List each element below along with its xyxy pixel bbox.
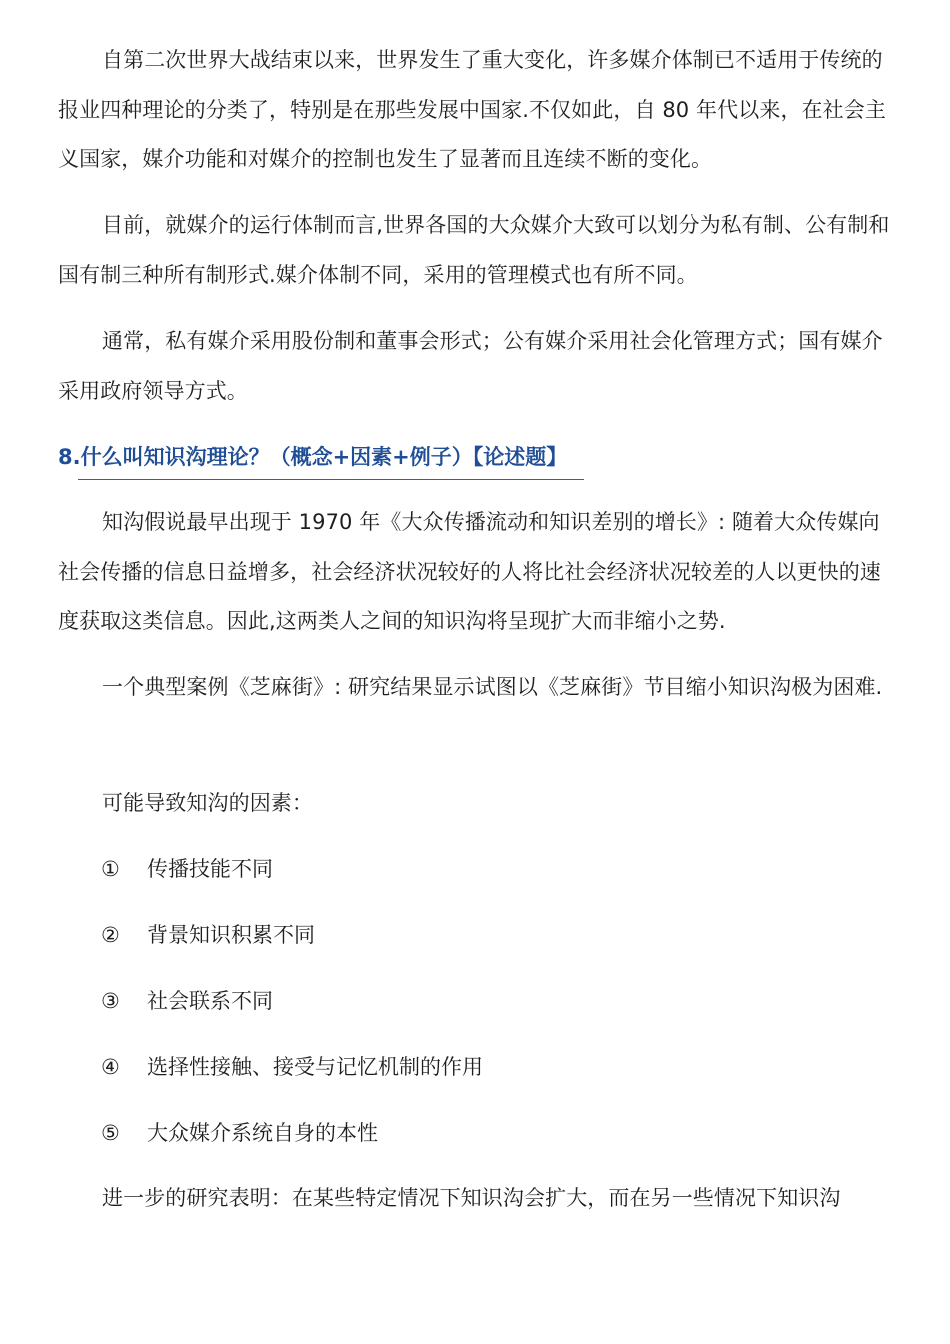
list-item-text: 大众媒介系统自身的本性: [147, 1121, 378, 1145]
list-item: [101, 1113, 378, 1153]
list-marker: ①: [101, 857, 120, 881]
paragraph-ownership-forms: 目前，就媒介的运行体制而言,世界各国的大众媒介大致可以划分为私有制、公有制和国有制三种所有制形式.媒介体制不同，采用的管理模式也有所不同。: [58, 213, 890, 287]
list-item-text: 社会联系不同: [147, 989, 273, 1013]
list-item-text: 选择性接触、接受与记忆机制的作用: [147, 1055, 483, 1079]
list-item-text: 传播技能不同: [147, 857, 273, 881]
paragraph-media-system-changes: 自第二次世界大战结束以来，世界发生了重大变化，许多媒介体制已不适用于传统的报业四种理论的分类了，特别是在那些发展中国家.不仅如此，自 80 年代以来，在社会主义国家，媒介功能和对媒介的控制也发生了显著而且连续不断的变化。: [58, 48, 886, 171]
list-item-text: 背景知识积累不同: [147, 923, 315, 947]
list-item: [101, 849, 273, 889]
list-item: [101, 915, 315, 955]
list-marker: ③: [101, 989, 120, 1013]
heading-underline: [78, 479, 584, 480]
list-marker: ⑤: [101, 1121, 120, 1145]
paragraph-factors-intro: 可能导致知沟的因素：: [102, 791, 313, 815]
list-item: [101, 1047, 483, 1087]
paragraph-further-research: 进一步的研究表明：在某些特定情况下知识沟会扩大，而在另一些情况下知识沟: [102, 1186, 841, 1210]
paragraph-management-modes: 通常，私有媒介采用股份制和董事会形式；公有媒介采用社会化管理方式；国有媒介采用政府领导方式。: [58, 329, 883, 403]
list-marker: ④: [101, 1055, 120, 1079]
list-item: [101, 981, 273, 1021]
list-marker: ②: [101, 923, 120, 947]
section-heading-knowledge-gap: 8.什么叫知识沟理论？（概念+因素+例子）【论述题】: [58, 445, 568, 469]
paragraph-knowledge-gap-hypothesis: 知沟假说最早出现于 1970 年《大众传播流动和知识差别的增长》: 随着大众传媒向社会传播的信息日益增多，社会经济状况较好的人将比社会经济状况较差的人以更快的速度获取这类信息。因此,这两类人之间的知识沟将呈现扩大而非缩小之势.: [58, 510, 881, 633]
paragraph-sesame-street-case: 一个典型案例《芝麻街》: 研究结果显示试图以《芝麻街》节目缩小知识沟极为困难.: [102, 675, 883, 699]
